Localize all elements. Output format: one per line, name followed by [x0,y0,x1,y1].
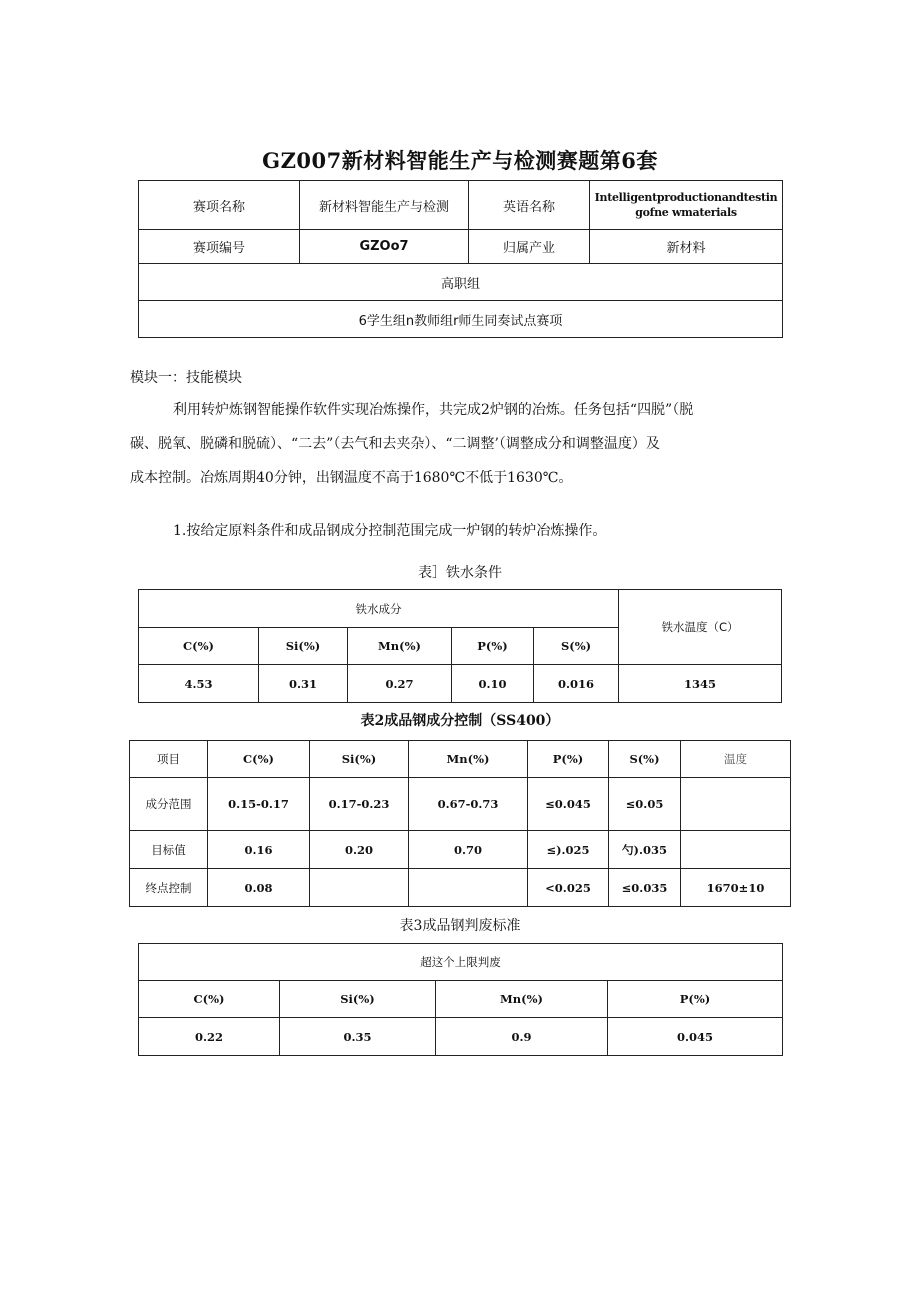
table1-value-temp: 1345 [619,665,782,703]
table2-header-temp: 温度 [681,741,791,778]
table2-cell: <0.025 [528,869,609,907]
table1-value-s: 0.016 [534,665,619,703]
table3-col-c: C(%) [139,981,280,1018]
table3-col-p: P(%) [608,981,783,1018]
info-label-industry: 归属产业 [469,230,590,264]
table3-value-c: 0.22 [139,1018,280,1056]
table1-col-mn: Mn(%) [348,628,452,665]
module-text-line-1: 利用转炉炼钢智能操作软件实现冶炼操作，共完成2炉钢的冶炼。任务包括“四脱”（脱 [173,402,694,418]
table3-value-mn: 0.9 [436,1018,608,1056]
table2-cell [409,869,528,907]
table2-cell: 0.16 [208,831,310,869]
table1-col-p: P(%) [452,628,534,665]
competition-info-table [138,180,783,338]
info-type: 6学生组n教师组r师生同奏试点赛项 [139,301,783,338]
table3-value-p: 0.045 [608,1018,783,1056]
table2-header-c: C(%) [208,741,310,778]
table2-cell: 0.20 [310,831,409,869]
module-text-line-2: 碳、脱氧、脱磷和脱硫）、“二去”（去气和去夹杂）、“二调整’（调整成分和调整温度）及 [130,436,660,452]
table3-col-si: Si(%) [280,981,436,1018]
table1-temp-header: 铁水温度（C） [619,590,782,665]
table2-header-mn: Mn(%) [409,741,528,778]
table1-col-si: Si(%) [259,628,348,665]
table2-cell: ≤0.035 [609,869,681,907]
table2-cell: ≤0.045 [528,778,609,831]
table1-value-c: 4.53 [139,665,259,703]
table2-header-p: P(%) [528,741,609,778]
table2-cell: 1670±10 [681,869,791,907]
table2-cell: ≤0.05 [609,778,681,831]
table-row [130,831,791,869]
info-value-industry: 新材料 [590,230,783,264]
table1-value-p: 0.10 [452,665,534,703]
table2-row-label: 成分范围 [130,778,208,831]
info-label-code: 赛项编号 [139,230,300,264]
info-group: 高职组 [139,264,783,301]
table1-caption: 表］铁水条件 [418,565,502,581]
table3-value-si: 0.35 [280,1018,436,1056]
table1-col-s: S(%) [534,628,619,665]
table2-caption: 表2成品钢成分控制（SS400） [360,713,560,729]
table2-header-s: S(%) [609,741,681,778]
table3-group-header: 超这个上限判废 [139,944,783,981]
task-1-text: 1.按给定原料条件和成品钢成分控制范围完成一炉钢的转炉冶炼操作。 [173,523,607,539]
steel-composition-table [129,740,791,907]
table2-cell: ≤).025 [528,831,609,869]
table1-value-mn: 0.27 [348,665,452,703]
table2-cell: 0.70 [409,831,528,869]
table-row [130,778,791,831]
info-label-name: 赛项名称 [139,181,300,230]
table2-cell: 0.67-0.73 [409,778,528,831]
table1-group-header: 铁水成分 [139,590,619,628]
table2-header-si: Si(%) [310,741,409,778]
table1-value-si: 0.31 [259,665,348,703]
table3-caption: 表3成品钢判废标准 [399,918,521,934]
scrap-criteria-table [138,943,783,1056]
info-value-code: GZOo7 [300,230,469,264]
table-row [130,869,791,907]
hot-metal-table [138,589,782,703]
module-heading: 模块一：技能模块 [130,370,242,386]
table3-col-mn: Mn(%) [436,981,608,1018]
table2-cell [681,778,791,831]
table2-row-label: 目标值 [130,831,208,869]
page-title: GZ007新材料智能生产与检测赛题第6套 [262,148,658,173]
table2-cell: 0.15-0.17 [208,778,310,831]
table1-col-c: C(%) [139,628,259,665]
table2-header-item: 项目 [130,741,208,778]
info-label-english: 英语名称 [469,181,590,230]
table2-cell [310,869,409,907]
table2-row-label: 终点控制 [130,869,208,907]
info-value-english: Intelligentproductionandtestingofne wmaterials [590,181,783,230]
table2-cell: 0.08 [208,869,310,907]
module-text-line-3: 成本控制。冶炼周期40分钟，出钢温度不高于1680℃不低于1630℃。 [130,470,573,486]
table2-cell: 勺).035 [609,831,681,869]
table2-cell: 0.17-0.23 [310,778,409,831]
table2-cell [681,831,791,869]
info-value-name: 新材料智能生产与检测 [300,181,469,230]
